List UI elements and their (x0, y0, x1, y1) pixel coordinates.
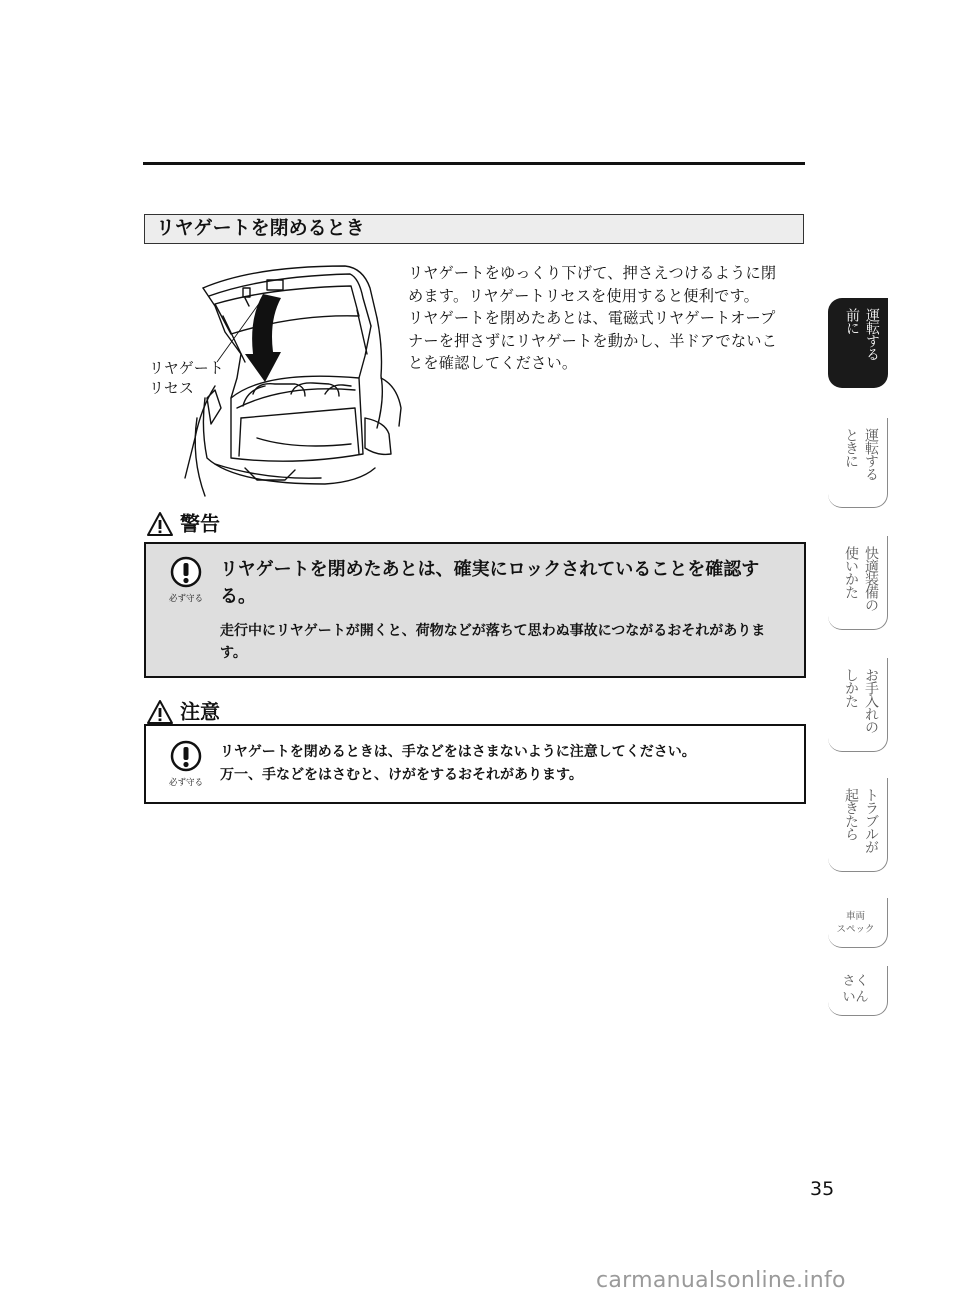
body-line: リヤゲートをゆっくり下げて、押さえつけるように閉 (408, 264, 777, 282)
caution-triangle-icon (146, 699, 174, 725)
side-tab-text: 快適装備の (863, 546, 879, 611)
side-tab-text: ときに (843, 428, 859, 467)
side-tab-while-driving[interactable] (828, 418, 888, 508)
side-tab-before-driving[interactable] (828, 298, 888, 388)
warning-main-text: リヤゲートを閉めたあとは、確実にロックされていることを確認する。 (220, 559, 760, 607)
watermark: carmanualsonline.info (596, 1268, 846, 1293)
warning-heading (146, 508, 220, 536)
must-follow-mark (162, 740, 210, 788)
exclamation-circle-icon (170, 556, 202, 588)
warning-triangle-icon (146, 511, 174, 537)
side-tab-text: いん (842, 990, 869, 1005)
side-tab-text: 運転する (864, 308, 880, 360)
side-tab-text: トラブルが (863, 788, 879, 853)
caution-heading (146, 696, 220, 724)
rear-gate-illustration (145, 258, 407, 498)
figure-label (149, 358, 224, 398)
body-line: ナーを押さずにリヤゲートを動かし、半ドアでないこ (408, 331, 777, 350)
caution-heading-text: 注意 (180, 699, 220, 724)
body-text (408, 262, 806, 375)
side-tab-text: しかた (843, 668, 859, 707)
exclamation-circle-icon (170, 740, 202, 772)
body-line: めます。リヤゲートリセスを使用すると便利です。 (408, 286, 760, 305)
figure-label-line-1: リヤゲート (149, 359, 224, 377)
body-line: リヤゲートを閉めたあとは、電磁式リヤゲートオープ (408, 309, 776, 327)
caution-content (220, 741, 792, 787)
warning-content (220, 556, 792, 664)
side-tab-troubleshooting[interactable] (828, 778, 888, 872)
warning-heading-text: 警告 (180, 511, 220, 536)
section-title: リヤゲートを閉めるとき (144, 214, 804, 244)
top-rule (143, 162, 805, 165)
side-tab-text: 使いかた (843, 546, 859, 598)
side-tab-text: お手入れの (863, 668, 879, 733)
side-tab-index[interactable] (828, 966, 888, 1016)
side-tab-text: 運転する (863, 428, 879, 480)
caution-line: 万一、手などをはさむと、けがをするおそれがあります。 (220, 767, 583, 783)
side-tab-text: 起きたら (843, 788, 859, 840)
must-follow-label: 必ず守る (168, 594, 203, 604)
side-tab-maintenance[interactable] (828, 658, 888, 752)
warning-sub-text: 走行中にリヤゲートが開くと、荷物などが落ちて思わぬ事故につながるおそれがあります。 (220, 623, 766, 661)
side-tab-text: 前に (844, 308, 860, 334)
must-follow-label: 必ず守る (168, 778, 203, 788)
side-tab-text: 車両 (845, 911, 865, 922)
warning-box (144, 542, 806, 678)
arrow-down-icon (245, 294, 281, 382)
must-follow-mark (162, 556, 210, 604)
body-line: とを確認してください。 (408, 354, 578, 372)
side-tab-text: さく (842, 974, 869, 989)
page-number: 35 (810, 1178, 835, 1200)
side-tab-text: スペック (836, 924, 875, 935)
side-tab-comfort-features[interactable] (828, 536, 888, 630)
caution-line: リヤゲートを閉めるときは、手などをはさまないように注意してください。 (220, 744, 696, 760)
figure-label-line-2: リセス (149, 379, 194, 397)
side-tab-vehicle-specs[interactable] (828, 898, 888, 948)
caution-box (144, 724, 806, 804)
